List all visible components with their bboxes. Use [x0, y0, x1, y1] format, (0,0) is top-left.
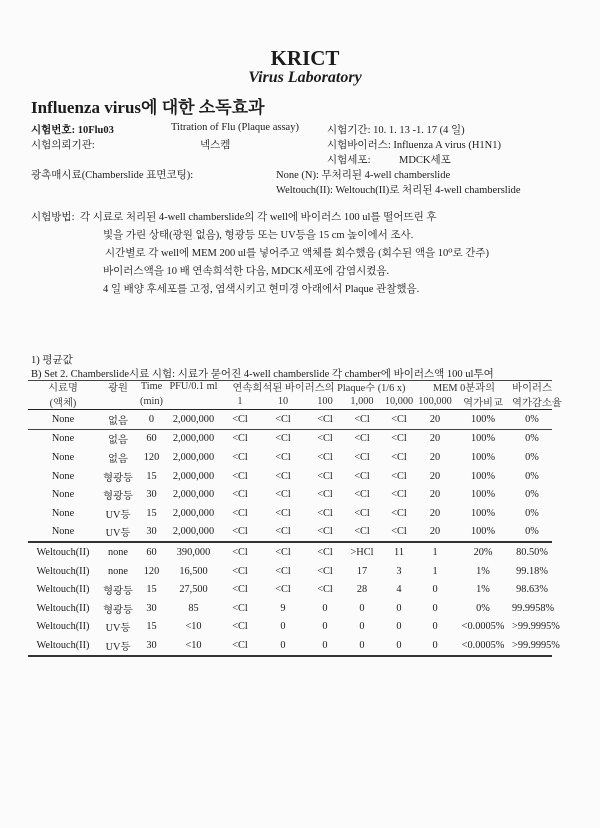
table-cell: None: [51, 507, 75, 519]
method-line: 4 일 배양 후세포를 고정, 염색시키고 현미경 아래에서 Plaque 관찰했음.: [103, 284, 420, 295]
table-cell: Weltouch(II): [36, 621, 90, 633]
table-cell: 9: [280, 602, 286, 614]
table-cell: 100%: [471, 489, 496, 501]
table-cell: <Cl: [232, 621, 248, 633]
table-cell: 100%: [471, 507, 496, 519]
table-cell: 4: [396, 584, 402, 596]
col-subheader: 역가감소율: [512, 394, 552, 410]
table-cell: 형광등: [103, 491, 133, 503]
cell-label: 시험세포:: [327, 155, 371, 166]
table-cell: <Cl: [232, 433, 248, 445]
table-cell: <Cl: [275, 470, 291, 482]
table-cell: 0%: [525, 433, 539, 445]
col-header: PFU/0.1 ml: [169, 381, 218, 392]
method-label: 시험방법:: [31, 212, 75, 223]
table-cell: 0: [432, 602, 438, 614]
col-header: 바이러스: [512, 383, 552, 394]
table-cell: 0: [258, 636, 308, 656]
table-cell: 3: [396, 565, 402, 577]
table-cell: <Cl: [317, 433, 333, 445]
table-cell: 99.9958%: [512, 602, 555, 614]
org-heading: KRICT: [270, 46, 340, 70]
assay-name: Titration of Flu (Plaque assay): [171, 122, 299, 133]
table-cell: Weltouch(II): [28, 636, 98, 656]
table-cell: 2,000,000: [172, 470, 215, 482]
client-name: 넥스켐: [200, 140, 231, 151]
table-header-row: [28, 394, 552, 410]
table-cell: none: [107, 546, 128, 558]
section-heading: 1) 평균값: [31, 355, 73, 366]
table-cell: 0: [359, 602, 365, 614]
table-cell: 60: [146, 433, 157, 445]
table-cell: Weltouch(II): [36, 602, 90, 614]
table-cell: <0.0005%: [454, 636, 512, 656]
table-cell: <Cl: [391, 433, 407, 445]
table-cell: 0: [382, 636, 416, 656]
client-label: 시험의뢰기관:: [31, 140, 95, 151]
table-cell: 85: [188, 602, 199, 614]
table-cell: 2,000,000: [172, 507, 215, 519]
table-cell: 15: [146, 507, 157, 519]
table-cell: 0: [396, 621, 402, 633]
table-cell: <Cl: [308, 523, 342, 543]
table-cell: 없음: [98, 410, 138, 430]
table-row: [28, 599, 552, 618]
table-cell: <Cl: [354, 507, 370, 519]
table-row: [28, 485, 552, 504]
table-cell: <Cl: [258, 410, 308, 430]
table-cell: 20%: [473, 546, 493, 558]
col-subheader: [98, 394, 138, 410]
table-cell: 0: [416, 636, 454, 656]
table-cell: <Cl: [317, 584, 333, 596]
document-title: Influenza virus에 대한 소독효과: [31, 98, 265, 117]
table-cell: 2,000,000: [172, 489, 215, 501]
table-row: [28, 523, 552, 543]
table-row: [28, 448, 552, 467]
test-virus: 시험바이러스: Influenza A virus (H1N1): [327, 140, 501, 151]
table-title: B) Set 2. Chamberslide시료 시험: 시료가 묻어진 4-well chamberslide 각 chamber에 바이러스액 100 ul투여: [31, 369, 494, 380]
table-cell: 27,500: [179, 584, 208, 596]
table-row: [28, 504, 552, 523]
table-cell: 1: [432, 565, 438, 577]
table-cell: Weltouch(II): [36, 584, 90, 596]
table-cell: <Cl: [317, 565, 333, 577]
col-subheader: 역가비교: [454, 394, 512, 410]
table-cell: 28: [356, 584, 368, 596]
table-cell: 0%: [525, 489, 539, 501]
table-cell: 30: [146, 602, 157, 614]
table-cell: 20: [429, 489, 441, 501]
table-cell: <Cl: [317, 451, 333, 463]
table-cell: 0: [432, 584, 438, 596]
table-cell: <Cl: [232, 470, 248, 482]
table-cell: 2,000,000: [165, 523, 222, 543]
table-cell: 없음: [108, 435, 128, 447]
lab-subheading: Virus Laboratory: [248, 69, 362, 86]
table-cell: 120: [143, 565, 160, 577]
col-subheader: [165, 394, 222, 410]
table-cell: <Cl: [354, 451, 370, 463]
method-line: 시간별로 각 well에 MEM 200 ul를 넣어주고 액체를 회수했음 (회수된 액을 10⁰로 간주): [105, 248, 490, 259]
table-cell: <Cl: [391, 451, 407, 463]
table-cell: 15: [146, 584, 157, 596]
table-cell: Weltouch(II): [36, 546, 90, 558]
table-row: [28, 618, 552, 637]
method-line: 바이러스액을 10 배 연속희석한 다음, MDCK세포에 감염시켰음.: [103, 266, 390, 277]
table-cell: <Cl: [275, 433, 291, 445]
col-header: 연속희석된 바이러스의 Plaque수 (1/6 x): [232, 383, 406, 394]
table-cell: <Cl: [232, 602, 248, 614]
table-cell: <Cl: [382, 523, 416, 543]
table-cell: UV등: [105, 509, 131, 521]
table-cell: <Cl: [317, 546, 333, 558]
table-cell: <Cl: [275, 489, 291, 501]
table-cell: 15: [146, 470, 157, 482]
table-row: [28, 562, 552, 581]
table-cell: None: [51, 433, 75, 445]
table-cell: 100%: [454, 410, 512, 430]
table-cell: 0%: [525, 451, 539, 463]
table-row: [28, 429, 552, 448]
table-header-row: [28, 379, 552, 394]
table-cell: UV등: [98, 523, 138, 543]
table-row: [28, 542, 552, 562]
table-cell: 1%: [476, 565, 490, 577]
table-cell: 30: [138, 636, 165, 656]
table-cell: 없음: [108, 453, 128, 465]
table-cell: >HCl: [350, 546, 374, 558]
col-header: 시료명: [48, 383, 78, 394]
table-cell: <Cl: [308, 410, 342, 430]
results-table: [28, 379, 562, 657]
table-cell: <Cl: [232, 584, 248, 596]
test-number: 시험번호: 10Flu03: [31, 125, 114, 136]
method-line: 각 시료로 처리된 4-well chamberslide의 각 well에 바이러스 100 ul를 떨어뜨린 후: [80, 212, 437, 223]
table-cell: 0%: [476, 602, 490, 614]
table-cell: 99.18%: [516, 565, 548, 577]
table-cell: <Cl: [382, 410, 416, 430]
table-cell: 형광등: [103, 604, 133, 616]
table-cell: <Cl: [317, 507, 333, 519]
table-cell: 30: [138, 523, 165, 543]
table-cell: 60: [146, 546, 157, 558]
table-cell: <Cl: [275, 451, 291, 463]
table-row: [28, 636, 552, 656]
table-cell: None: [28, 523, 98, 543]
table-cell: UV등: [105, 623, 131, 635]
table-cell: 0: [432, 621, 438, 633]
table-cell: <Cl: [275, 546, 291, 558]
table-cell: 20: [429, 451, 441, 463]
sample-weltouch: Weltouch(II): Weltouch(II)로 처리된 4-well chamberslide: [276, 185, 521, 196]
table-cell: 80.50%: [516, 546, 548, 558]
table-cell: 11: [394, 546, 404, 558]
table-cell: 100%: [471, 433, 496, 445]
table-cell: 0%: [525, 470, 539, 482]
table-cell: 0%: [525, 507, 539, 519]
table-cell: <Cl: [317, 489, 333, 501]
table-cell: <Cl: [232, 546, 248, 558]
table-cell: 0: [396, 602, 402, 614]
table-cell: <Cl: [317, 470, 333, 482]
table-cell: 20: [429, 470, 441, 482]
col-header: MEM 0분과의: [432, 383, 496, 394]
table-cell: None: [51, 451, 75, 463]
table-cell: 2,000,000: [165, 410, 222, 430]
table-cell: 0%: [512, 410, 552, 430]
table-cell: <Cl: [232, 507, 248, 519]
table-cell: 17: [356, 565, 368, 577]
table-cell: 0: [342, 636, 382, 656]
table-cell: <10: [185, 621, 202, 633]
table-cell: <Cl: [391, 507, 407, 519]
table-cell: none: [107, 565, 128, 577]
table-cell: <Cl: [232, 489, 248, 501]
table-cell: >99.9995%: [512, 636, 552, 656]
table-cell: 0: [359, 621, 365, 633]
table-cell: 2,000,000: [172, 451, 215, 463]
col-subheader: (액체): [28, 394, 98, 410]
table-cell: <Cl: [222, 410, 258, 430]
table-cell: 0: [322, 621, 328, 633]
table-cell: 16,500: [179, 565, 208, 577]
table-cell: <Cl: [342, 410, 382, 430]
table-cell: <Cl: [222, 636, 258, 656]
table-cell: 0%: [512, 523, 552, 543]
table-cell: <Cl: [232, 451, 248, 463]
table-cell: Weltouch(II): [36, 565, 90, 577]
table-cell: 0: [138, 410, 165, 430]
table-cell: <Cl: [354, 433, 370, 445]
table-cell: <Cl: [232, 565, 248, 577]
col-subheader: (min): [138, 394, 165, 410]
col-subheader: 100,000: [416, 394, 454, 410]
table-cell: 20: [429, 507, 441, 519]
table-cell: <Cl: [342, 523, 382, 543]
table-cell: <Cl: [275, 507, 291, 519]
table-cell: None: [51, 489, 75, 501]
col-subheader: 1: [222, 394, 258, 410]
table-cell: 0: [322, 602, 328, 614]
table-cell: 2,000,000: [172, 433, 215, 445]
table-cell: 100%: [471, 470, 496, 482]
table-cell: <Cl: [275, 565, 291, 577]
table-cell: None: [28, 410, 98, 430]
table-cell: <Cl: [391, 489, 407, 501]
table-cell: 0: [280, 621, 286, 633]
table-cell: <Cl: [258, 523, 308, 543]
method-line: 빛을 가린 상태(광원 없음), 형광등 또는 UV등을 15 cm 높이에서 조사.: [103, 230, 414, 241]
col-subheader: 1,000: [342, 394, 382, 410]
table-cell: 20: [416, 523, 454, 543]
table-cell: <0.0005%: [461, 621, 505, 633]
table-cell: <Cl: [391, 470, 407, 482]
sample-none: None (N): 무처리된 4-well chamberslide: [276, 170, 451, 181]
table-cell: <Cl: [275, 584, 291, 596]
table-cell: >99.9995%: [512, 621, 560, 633]
col-header: 광원: [108, 383, 128, 394]
table-cell: 30: [146, 489, 157, 501]
table-cell: <10: [165, 636, 222, 656]
sample-label: 광촉매시료(Chamberslide 표면코팅):: [31, 170, 194, 181]
table-cell: UV등: [98, 636, 138, 656]
table-cell: 0: [308, 636, 342, 656]
table-cell: 98.63%: [516, 584, 548, 596]
table-cell: None: [51, 470, 75, 482]
table-cell: 20: [416, 410, 454, 430]
col-subheader: 10: [258, 394, 308, 410]
table-cell: <Cl: [354, 489, 370, 501]
table-cell: 형광등: [103, 586, 133, 598]
table-cell: <Cl: [222, 523, 258, 543]
table-row: [28, 467, 552, 486]
table-row: [28, 410, 552, 430]
cell-name: MDCK세포: [399, 155, 451, 166]
table-cell: 120: [143, 451, 160, 463]
table-cell: 형광등: [103, 472, 133, 484]
table-cell: 100%: [454, 523, 512, 543]
table-cell: 15: [146, 621, 157, 633]
col-subheader: 10,000: [382, 394, 416, 410]
table-cell: 1: [432, 546, 438, 558]
table-cell: 100%: [471, 451, 496, 463]
col-header: Time: [140, 381, 163, 392]
table-cell: 390,000: [176, 546, 211, 558]
test-period: 시험기간: 10. 1. 13 -1. 17 (4 일): [327, 125, 465, 136]
table-cell: 1%: [476, 584, 490, 596]
table-cell: <Cl: [354, 470, 370, 482]
table-row: [28, 580, 552, 599]
table-cell: 20: [429, 433, 441, 445]
col-subheader: 100: [308, 394, 342, 410]
